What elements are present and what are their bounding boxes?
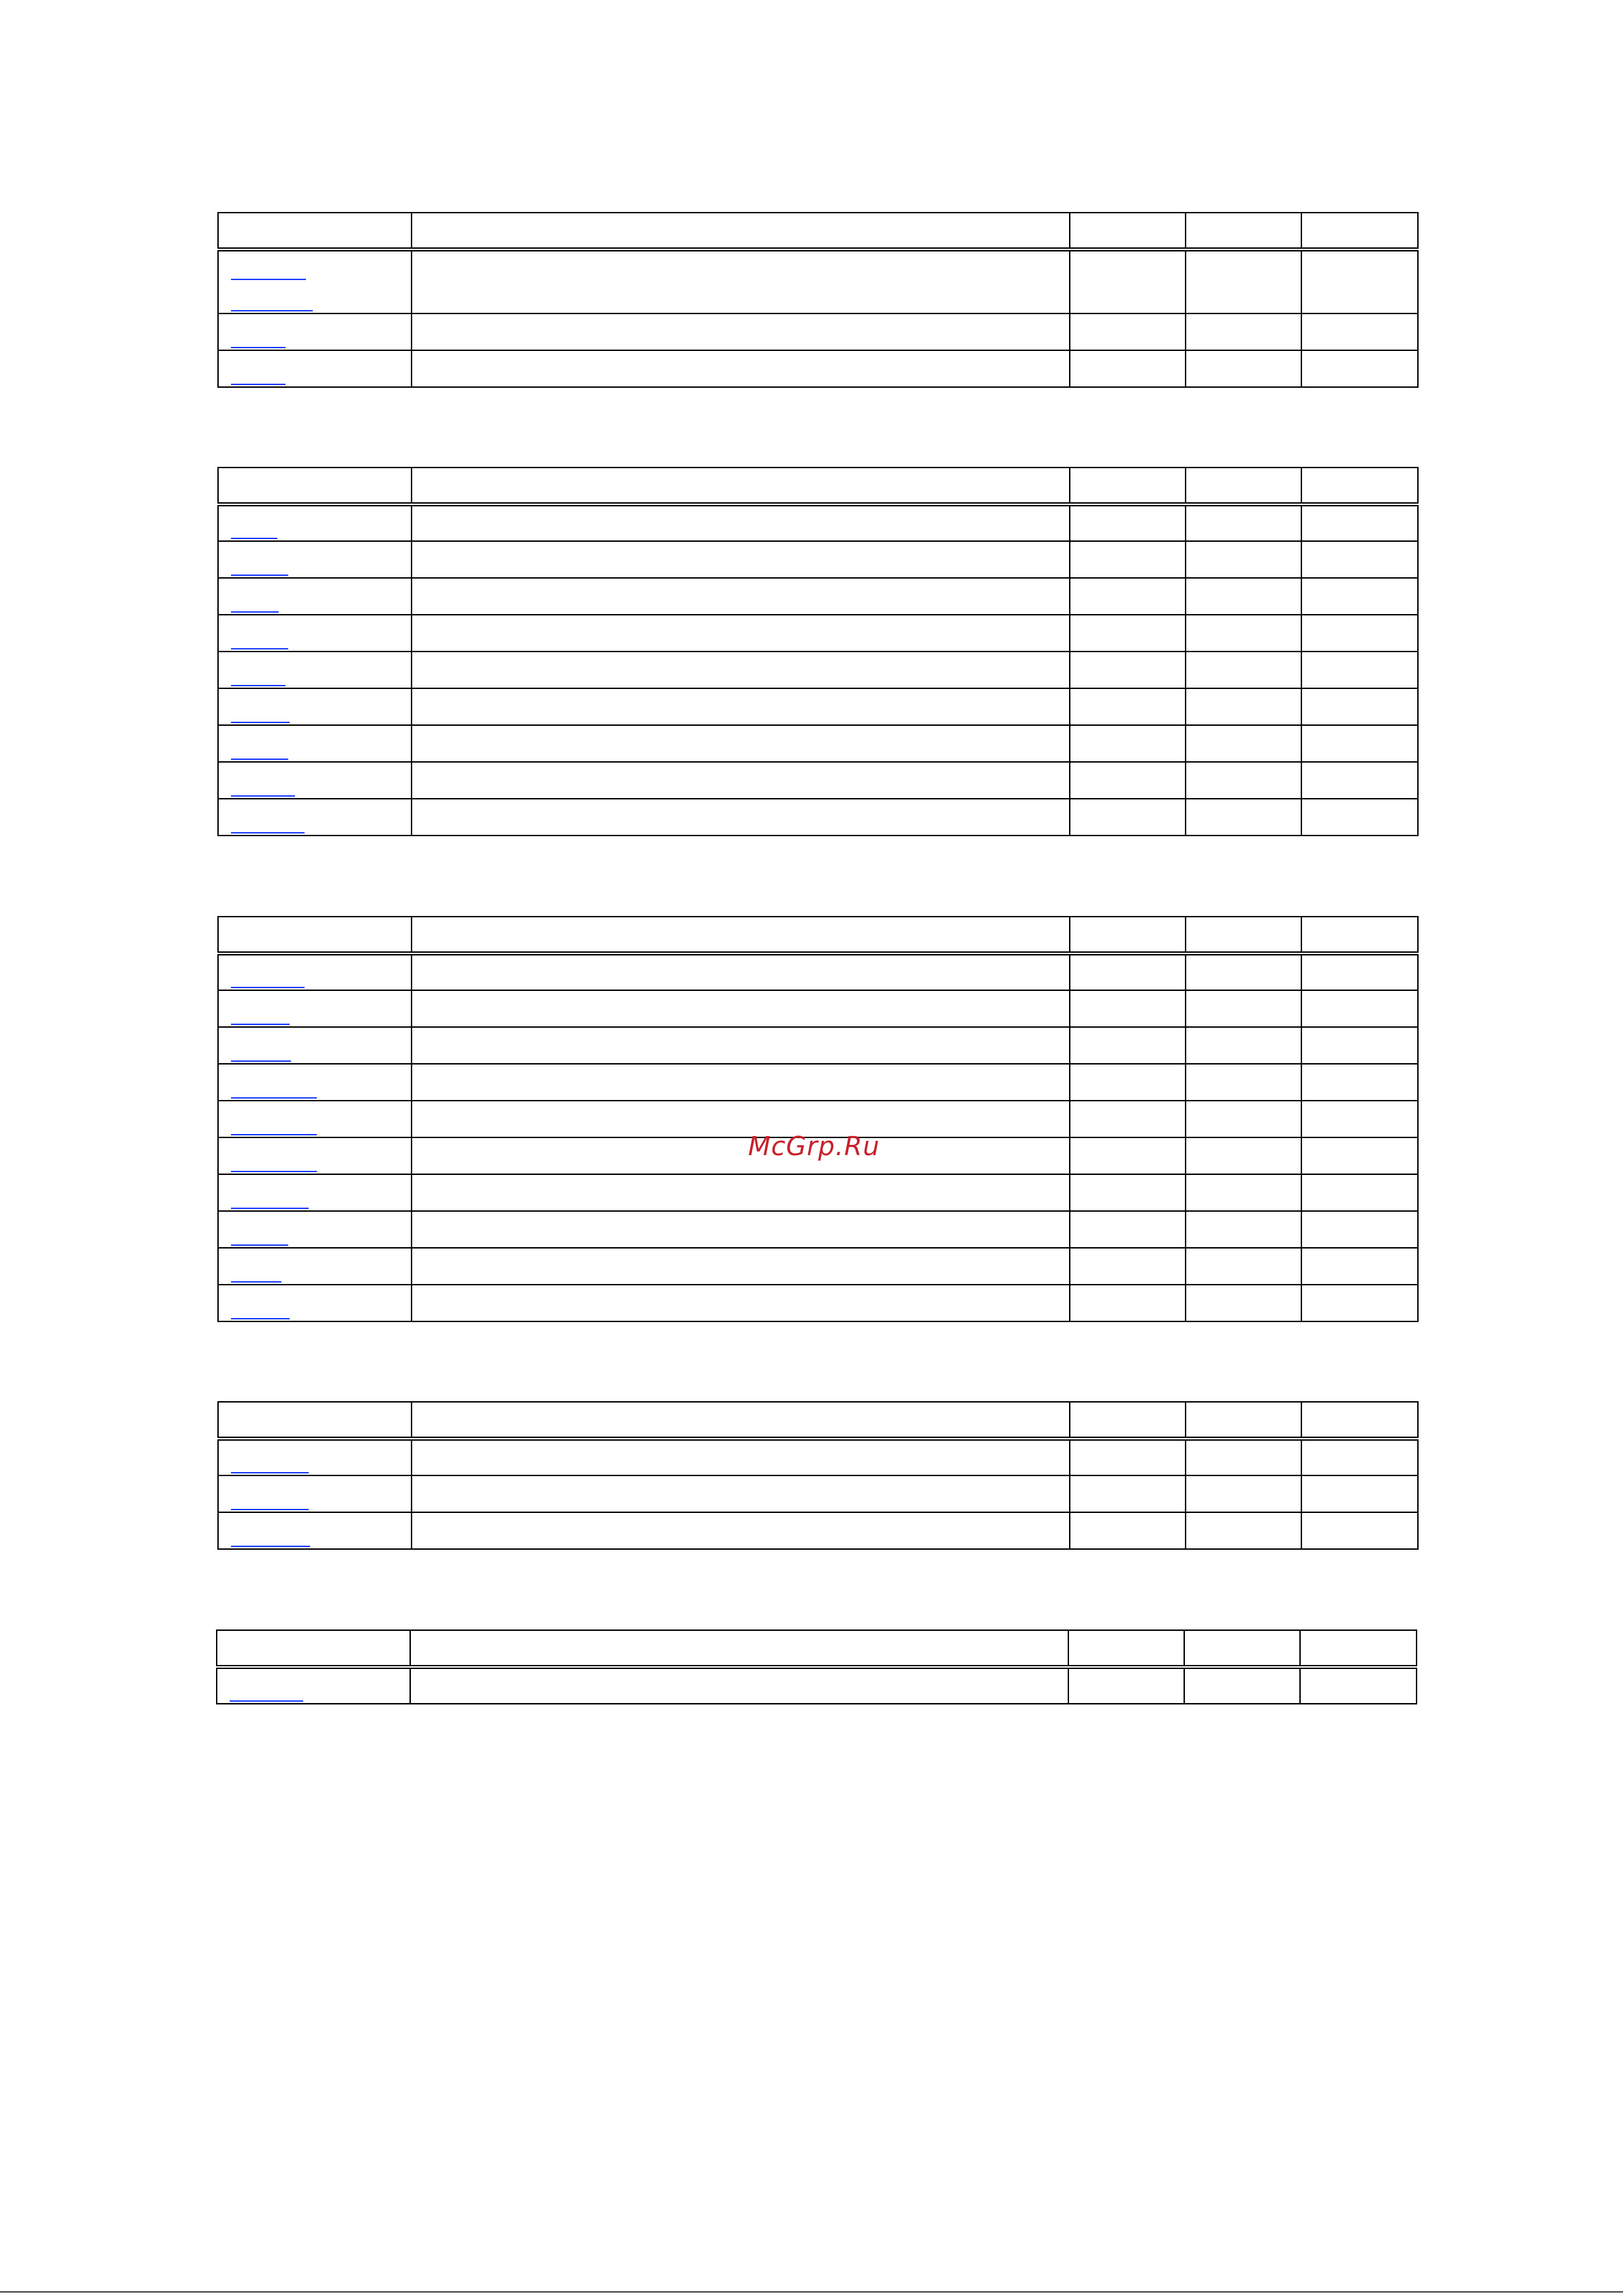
row-link[interactable] [231,607,279,613]
row-link[interactable] [231,275,306,280]
table-row [218,762,1418,799]
table-row [218,1248,1418,1285]
table-row [218,688,1418,725]
row-link[interactable] [231,754,288,760]
table-row [218,249,1418,313]
table-row [218,953,1418,990]
header-cell [1070,213,1186,249]
table-row [218,990,1418,1027]
row-link[interactable] [231,681,285,686]
table-row [218,725,1418,762]
table-row [217,1667,1417,1704]
table-1 [217,212,1419,388]
row-link[interactable] [231,1020,290,1025]
row-link[interactable] [231,534,277,539]
table-row [218,1064,1418,1101]
table-2 [217,467,1419,836]
table-row [218,504,1418,541]
row-link[interactable] [231,1056,291,1062]
header-cell [1301,213,1418,249]
row-link[interactable] [231,306,313,311]
table-5 [216,1629,1417,1704]
table-header-row [218,213,1418,249]
table-3 [217,916,1419,1322]
table-row [218,313,1418,350]
table-row [218,578,1418,615]
row-link[interactable] [231,828,305,833]
row-link[interactable] [231,1277,281,1283]
row-link[interactable] [230,1696,303,1702]
row-link[interactable] [231,1167,317,1172]
table-header-row [218,468,1418,504]
watermark-text: McGrp.Ru [748,1131,880,1161]
row-link[interactable] [231,380,285,385]
table-row [218,1174,1418,1211]
table-header-row [217,1630,1417,1667]
row-link[interactable] [231,343,285,348]
table-row [218,1475,1418,1512]
table-header-row [218,917,1418,953]
row-link[interactable] [231,791,295,797]
table-row [218,799,1418,836]
page-bottom-rule [0,2291,1623,2293]
table-row [218,1211,1418,1248]
table-4 [217,1401,1419,1550]
table-row [218,1285,1418,1321]
header-cell [412,213,1070,249]
row-link[interactable] [231,1314,290,1319]
table-row [218,541,1418,578]
link-cell [218,249,412,313]
table-row [218,615,1418,652]
row-link[interactable] [231,1542,310,1547]
header-cell [1186,213,1301,249]
row-link[interactable] [231,718,290,723]
row-link[interactable] [231,1093,317,1099]
table-header-row [218,1402,1418,1439]
row-link[interactable] [231,644,288,649]
table-row [218,1512,1418,1549]
header-cell [218,213,412,249]
table-row [218,1439,1418,1475]
row-link[interactable] [231,570,288,576]
table-row [218,350,1418,387]
row-link[interactable] [231,1240,288,1246]
row-link[interactable] [231,983,305,988]
row-link[interactable] [231,1505,309,1510]
row-link[interactable] [231,1468,309,1473]
row-link[interactable] [231,1130,317,1135]
table-row [218,1027,1418,1064]
row-link[interactable] [231,1204,309,1209]
table-row [218,652,1418,688]
